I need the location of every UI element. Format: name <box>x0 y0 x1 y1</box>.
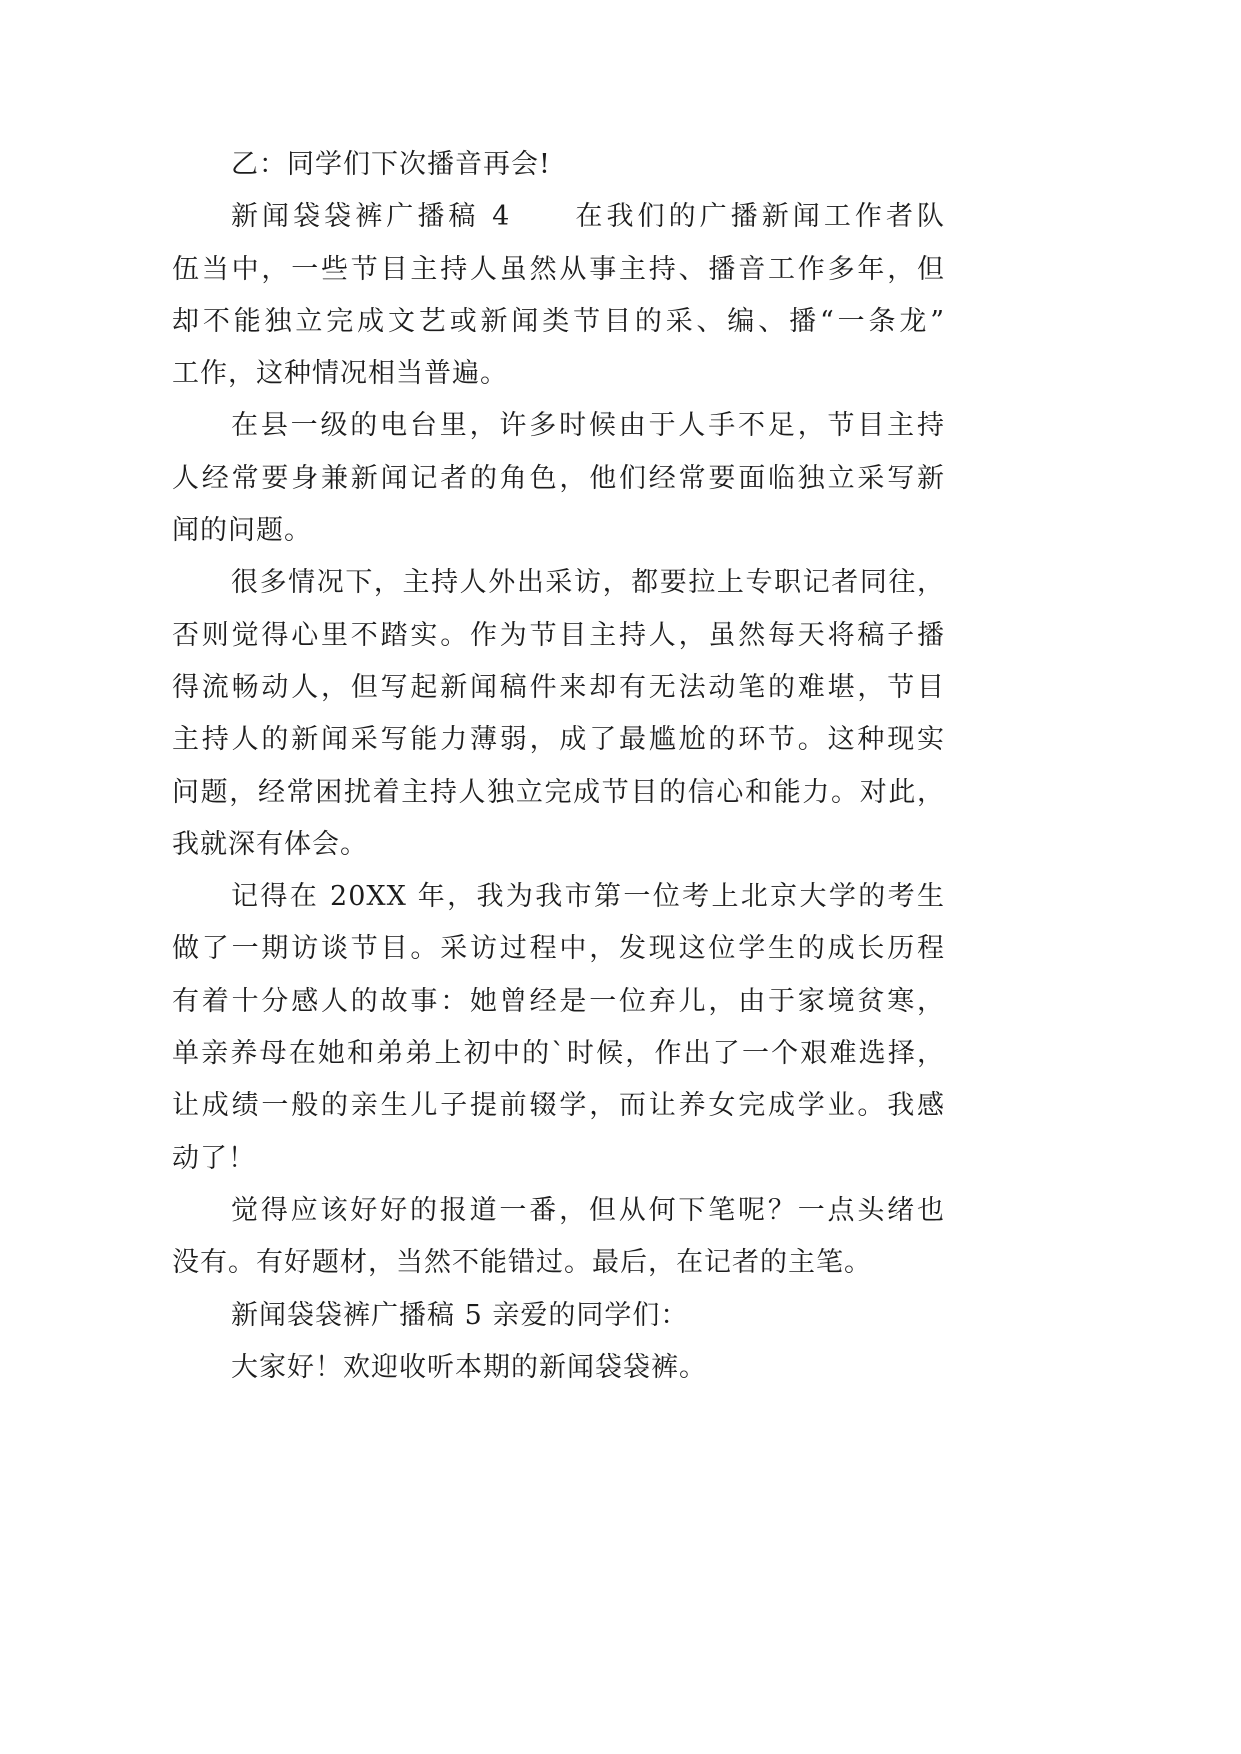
text-line: 让成绩一般的亲生儿子提前辍学，而让养女完成学业。我感 <box>172 1090 945 1122</box>
paragraph <box>172 557 945 871</box>
text-line: 有着十分感人的故事：她曾经是一位弃儿，由于家境贫寒， <box>172 985 945 1017</box>
text-line: 主持人的新闻采写能力薄弱，成了最尴尬的环节。这种现实 <box>172 724 945 756</box>
text-line: 觉得应该好好的报道一番，但从何下笔呢？一点头绪也 <box>231 1194 945 1226</box>
text-line: 乙：同学们下次播音再会! <box>231 149 551 180</box>
text-line: 很多情况下，主持人外出采访，都要拉上专职记者同往， <box>231 567 945 599</box>
text-line: 人经常要身兼新闻记者的角色，他们经常要面临独立采写新 <box>172 462 945 494</box>
text-line: 动了！ <box>172 1142 256 1174</box>
text-line: 工作，这种情况相当普遍。 <box>172 358 508 390</box>
text-line: 没有。有好题材，当然不能错过。最后，在记者的主笔。 <box>172 1247 872 1279</box>
paragraph <box>172 1185 945 1290</box>
paragraph <box>172 1342 945 1394</box>
paragraph <box>172 139 945 191</box>
text-line: 却不能独立完成文艺或新闻类节目的采、编、播“一条龙” <box>172 305 945 337</box>
text-line: 做了一期访谈节目。采访过程中，发现这位学生的成长历程 <box>172 933 945 965</box>
text-line: 我就深有体会。 <box>172 828 368 860</box>
text-line: 在县一级的电台里，许多时候由于人手不足，节目主持 <box>231 410 945 442</box>
text-line: 新闻袋袋裤广播稿 4 在我们的广播新闻工作者队 <box>231 201 945 233</box>
paragraph <box>172 400 945 557</box>
paragraph <box>172 1290 945 1342</box>
text-line: 伍当中，一些节目主持人虽然从事主持、播音工作多年，但 <box>172 253 945 285</box>
text-line: 否则觉得心里不踏实。作为节目主持人，虽然每天将稿子播 <box>172 619 945 651</box>
paragraph <box>172 871 945 1185</box>
text-line: 记得在 20XX 年，我为我市第一位考上北京大学的考生 <box>231 881 945 913</box>
text-line: 闻的问题。 <box>172 515 312 547</box>
document-body <box>172 139 945 1394</box>
text-line: 单亲养母在她和弟弟上初中的`时候，作出了一个艰难选择， <box>172 1038 945 1070</box>
text-line: 大家好！欢迎收听本期的新闻袋袋裤。 <box>231 1351 707 1383</box>
text-line: 新闻袋袋裤广播稿 5 亲爱的同学们： <box>231 1299 689 1331</box>
text-line: 得流畅动人，但写起新闻稿件来却有无法动笔的难堪，节目 <box>172 671 945 703</box>
paragraph <box>172 191 945 400</box>
text-line: 问题，经常困扰着主持人独立完成节目的信心和能力。对此， <box>172 776 945 808</box>
